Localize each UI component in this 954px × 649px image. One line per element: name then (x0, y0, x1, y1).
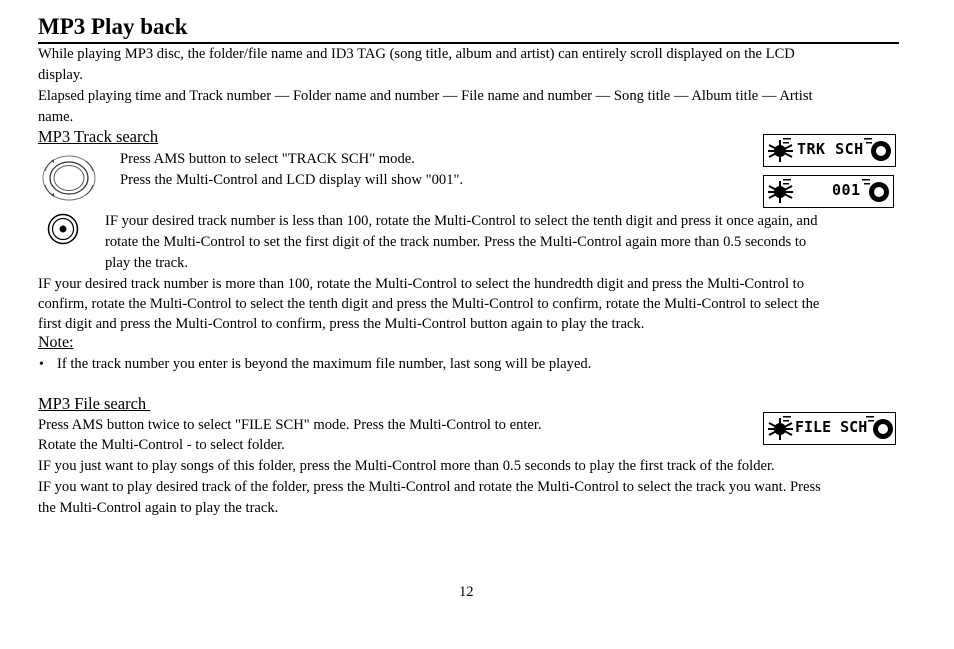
file-search-line-3: IF you just want to play songs of this folder, press the Multi-Control more than 0.5 seconds to play the first track of the folder. (38, 458, 775, 474)
over100-line-3: first digit and press the Multi-Control to confirm, press the Multi-Control button again to play the track. (38, 316, 645, 332)
note-bullet: • (39, 357, 44, 372)
disc-animation-icon (764, 176, 893, 207)
lcd-file-search-text: FILE SCH (795, 418, 868, 436)
track-search-heading: MP3 Track search (38, 127, 159, 146)
lcd-track-search-text: TRK SCH (797, 140, 864, 158)
file-search-line-4: IF you want to play desired track of the folder, press the Multi-Control and rotate the Multi-Control to select the track you want. Press (38, 479, 821, 495)
track-step-1: Press AMS button to select "TRACK SCH" mode. (120, 151, 415, 167)
page-number: 12 (459, 584, 474, 600)
lcd-track-number-display (763, 175, 894, 208)
under100-line-2: rotate the Multi-Control to set the first digit of the track number. Press the Multi-Control again more than 0.5 seconds to (105, 234, 807, 250)
page-title: MP3 Play back (38, 12, 899, 44)
file-search-line-5: the Multi-Control again to play the track. (38, 500, 279, 516)
under100-line-3: play the track. (105, 255, 189, 271)
intro-line-1: While playing MP3 disc, the folder/file name and ID3 TAG (song title, album and artist) can entirely scroll displayed on the LCD (38, 46, 795, 62)
lcd-track-number-text: 001 (832, 181, 861, 199)
over100-line-2: confirm, rotate the Multi-Control to select the tenth digit and press the Multi-Control to confirm, rotate the Multi-Control to select the (38, 296, 820, 312)
intro-line-4: name. (38, 109, 74, 125)
file-search-line-2: Rotate the Multi-Control - to select folder. (38, 437, 285, 453)
file-search-line-1: Press AMS button twice to select "FILE SCH" mode. Press the Multi-Control to enter. (38, 417, 542, 433)
rotary-knob-icon (40, 153, 98, 203)
track-step-2: Press the Multi-Control and LCD display will show "001". (120, 172, 464, 188)
file-search-heading: MP3 File search (38, 394, 151, 413)
intro-line-2: display. (38, 67, 83, 83)
press-knob-icon (47, 213, 79, 245)
lcd-file-search-display (763, 412, 896, 445)
over100-line-1: IF your desired track number is more than 100, rotate the Multi-Control to select the hundredth digit and press the Multi-Control to (38, 276, 805, 292)
note-text: If the track number you enter is beyond the maximum file number, last song will be played. (57, 356, 592, 372)
intro-line-3: Elapsed playing time and Track number — Folder name and number — File name and number — Song title — Album title — Artist (38, 88, 813, 104)
lcd-track-search-display (763, 134, 896, 167)
under100-line-1: IF your desired track number is less than 100, rotate the Multi-Control to select the tenth digit and press it once again, and (105, 213, 818, 229)
note-heading: Note: (38, 334, 74, 351)
